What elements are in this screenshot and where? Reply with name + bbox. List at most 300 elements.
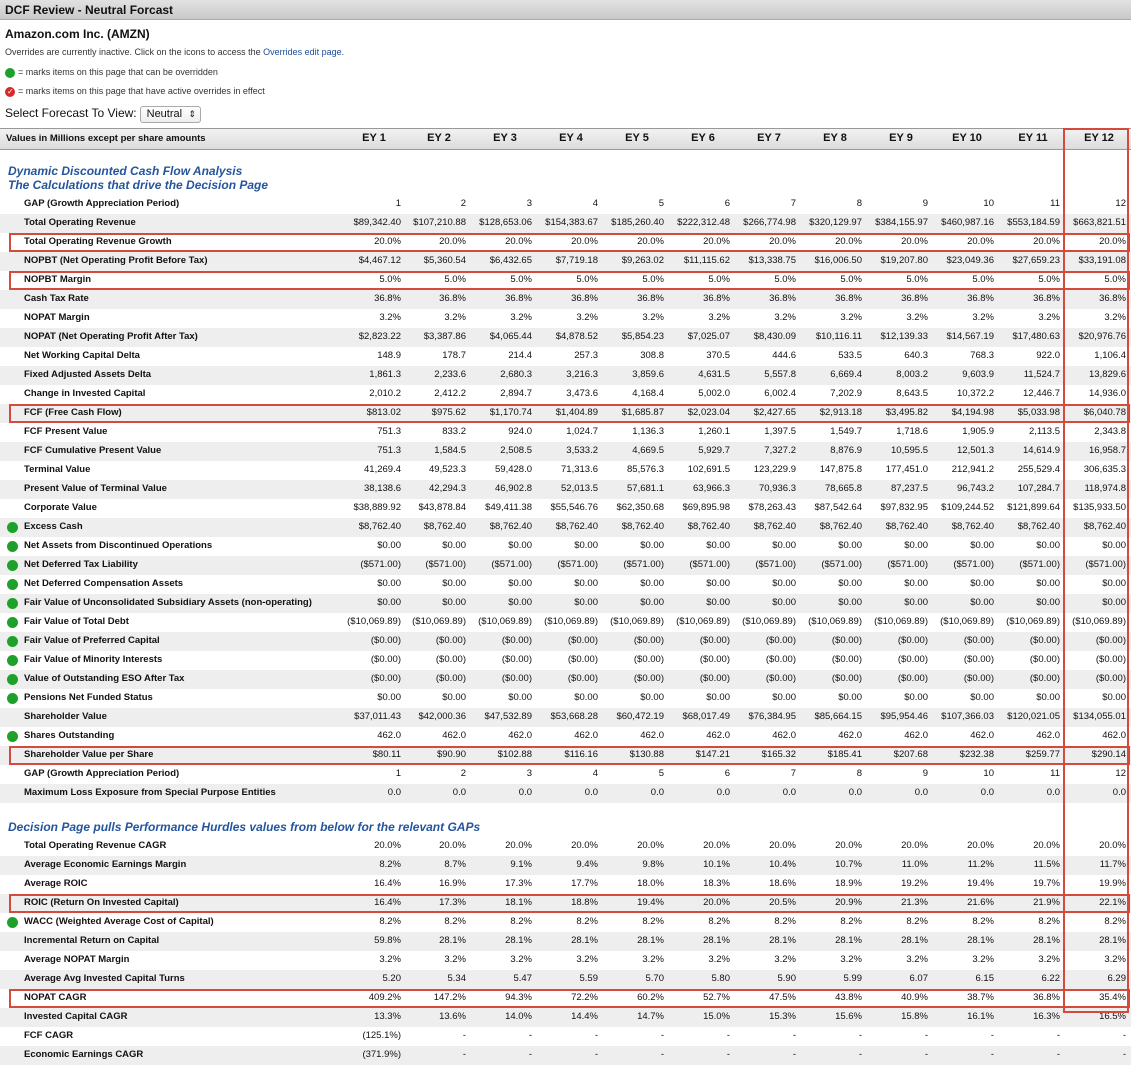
cell-ey5: - [660, 1030, 664, 1041]
cell-ey5: 5 [658, 198, 664, 209]
row-label: Total Operating Revenue CAGR [24, 840, 167, 851]
table-row [0, 708, 1131, 727]
override-green-icon[interactable] [7, 522, 18, 533]
cell-ey8: 8 [856, 198, 862, 209]
cell-ey3: 18.1% [505, 897, 532, 908]
cell-ey12: 12 [1115, 768, 1126, 779]
cell-ey8: 36.8% [835, 293, 862, 304]
cell-ey4: 28.1% [571, 935, 598, 946]
cell-ey7: - [792, 1030, 796, 1041]
cell-ey3: ($10,069.89) [478, 616, 532, 627]
cell-ey2: 20.0% [439, 236, 466, 247]
cell-ey8: 3.2% [840, 312, 862, 323]
cell-ey11: ($0.00) [1029, 654, 1060, 665]
cell-ey1: $8,762.40 [358, 521, 401, 532]
cell-ey1: 13.3% [374, 1011, 401, 1022]
cell-ey7: ($10,069.89) [742, 616, 796, 627]
cell-ey10: 16.1% [967, 1011, 994, 1022]
cell-ey7: 3.2% [774, 954, 796, 965]
cell-ey12: - [1122, 1049, 1126, 1060]
override-green-icon[interactable] [7, 560, 18, 571]
cell-ey4: $53,668.28 [550, 711, 598, 722]
cell-ey4: $7,719.18 [555, 255, 598, 266]
cell-ey10: $460,987.16 [941, 217, 994, 228]
table-row [0, 385, 1131, 404]
column-header-ey11: EY 11 [1018, 132, 1048, 144]
cell-ey12: 0.0 [1112, 787, 1126, 798]
cell-ey3: 14.0% [505, 1011, 532, 1022]
cell-ey10: ($0.00) [963, 654, 994, 665]
cell-ey6: $147.21 [695, 749, 730, 760]
cell-ey1: 0.0 [387, 787, 401, 798]
cell-ey1: $80.11 [372, 749, 401, 760]
cell-ey3: 2,680.3 [500, 369, 532, 380]
cell-ey4: 3,216.3 [566, 369, 598, 380]
cell-ey1: $37,011.43 [354, 711, 401, 722]
cell-ey12: 5.0% [1104, 274, 1126, 285]
cell-ey2: 833.2 [442, 426, 466, 437]
cell-ey4: $0.00 [574, 540, 598, 551]
overrides-note: Overrides are currently inactive. Click on the icons to access the Overrides edit page. [5, 47, 345, 57]
cell-ey1: ($0.00) [370, 673, 401, 684]
cell-ey8: 8.2% [840, 916, 862, 927]
cell-ey7: $165.32 [761, 749, 796, 760]
cell-ey6: $11,115.62 [683, 255, 730, 266]
cell-ey5: $62,350.68 [616, 502, 664, 513]
column-header-ey4: EY 4 [559, 132, 583, 144]
cell-ey10: - [990, 1049, 994, 1060]
cell-ey8: 20.0% [835, 840, 862, 851]
cell-ey6: $7,025.07 [687, 331, 730, 342]
table-row [0, 765, 1131, 784]
cell-ey9: $207.68 [893, 749, 928, 760]
cell-ey12: ($0.00) [1095, 635, 1126, 646]
table-row [0, 1027, 1131, 1046]
cell-ey5: $9,263.02 [621, 255, 664, 266]
cell-ey9: $97,832.95 [880, 502, 928, 513]
cell-ey1: ($0.00) [370, 635, 401, 646]
cell-ey6: $0.00 [706, 540, 730, 551]
cell-ey12: $6,040.78 [1083, 407, 1126, 418]
cell-ey10: 1,905.9 [962, 426, 994, 437]
cell-ey4: $1,404.89 [555, 407, 598, 418]
cell-ey1: 409.2% [368, 992, 401, 1003]
cell-ey3: 462.0 [508, 730, 532, 741]
cell-ey5: 1,136.3 [632, 426, 664, 437]
row-label: Fair Value of Total Debt [24, 616, 129, 627]
cell-ey5: - [660, 1049, 664, 1060]
cell-ey6: $69,895.98 [682, 502, 730, 513]
cell-ey6: 5.80 [711, 973, 730, 984]
cell-ey12: ($0.00) [1095, 654, 1126, 665]
cell-ey6: ($0.00) [699, 673, 730, 684]
table-row [0, 651, 1131, 670]
cell-ey10: 20.0% [967, 236, 994, 247]
cell-ey7: 123,229.9 [753, 464, 796, 475]
cell-ey1: $0.00 [377, 540, 401, 551]
table-row [0, 894, 1131, 913]
cell-ey9: 36.8% [901, 293, 928, 304]
cell-ey3: $49,411.38 [485, 502, 532, 513]
cell-ey6: 10.1% [703, 859, 730, 870]
cell-ey2: 16.9% [439, 878, 466, 889]
cell-ey9: 6.07 [909, 973, 928, 984]
row-label: FCF CAGR [24, 1030, 74, 1041]
cell-ey12: 36.8% [1099, 293, 1126, 304]
cell-ey6: 1,260.1 [698, 426, 730, 437]
cell-ey5: ($0.00) [633, 654, 664, 665]
cell-ey2: $8,762.40 [423, 521, 466, 532]
cell-ey5: 5.0% [642, 274, 664, 285]
override-green-icon[interactable] [7, 731, 18, 742]
cell-ey8: - [858, 1030, 862, 1041]
cell-ey11: $0.00 [1036, 692, 1060, 703]
cell-ey8: $87,542.64 [814, 502, 862, 513]
cell-ey6: 6 [724, 768, 730, 779]
cell-ey12: $663,821.51 [1073, 217, 1126, 228]
cell-ey5: 4,168.4 [632, 388, 664, 399]
cell-ey1: 462.0 [377, 730, 401, 741]
cell-ey4: 36.8% [571, 293, 598, 304]
cell-ey6: 3.2% [708, 312, 730, 323]
table-row [0, 875, 1131, 894]
override-green-icon[interactable] [7, 655, 18, 666]
cell-ey3: 20.0% [505, 840, 532, 851]
cell-ey8: 533.5 [838, 350, 862, 361]
cell-ey2: 3.2% [444, 312, 466, 323]
cell-ey5: ($0.00) [633, 635, 664, 646]
cell-ey4: $116.16 [564, 749, 598, 760]
cell-ey4: ($10,069.89) [544, 616, 598, 627]
cell-ey7: ($0.00) [765, 654, 796, 665]
cell-ey7: 70,936.3 [759, 483, 796, 494]
cell-ey9: 15.8% [901, 1011, 928, 1022]
table-row [0, 989, 1131, 1008]
cell-ey11: 5.0% [1038, 274, 1060, 285]
override-green-icon[interactable] [7, 693, 18, 704]
cell-ey4: $8,762.40 [555, 521, 598, 532]
cell-ey12: 19.9% [1099, 878, 1126, 889]
table-row [0, 195, 1131, 214]
row-label: Economic Earnings CAGR [24, 1049, 144, 1060]
row-label: Average Avg Invested Capital Turns [24, 973, 185, 984]
cell-ey2: 17.3% [439, 897, 466, 908]
cell-ey7: 3.2% [774, 312, 796, 323]
table-row [0, 214, 1131, 233]
table-row [0, 290, 1131, 309]
cell-ey12: $290.14 [1091, 749, 1126, 760]
column-header-ey1: EY 1 [362, 132, 386, 144]
table-row [0, 404, 1131, 423]
cell-ey10: $0.00 [970, 692, 994, 703]
override-green-icon[interactable] [7, 579, 18, 590]
cell-ey8: 20.0% [835, 236, 862, 247]
cell-ey5: 4,669.5 [632, 445, 664, 456]
cell-ey9: ($0.00) [897, 635, 928, 646]
cell-ey5: 14.7% [637, 1011, 664, 1022]
cell-ey9: $19,207.80 [880, 255, 928, 266]
row-label: Present Value of Terminal Value [24, 483, 167, 494]
cell-ey8: $85,664.15 [814, 711, 862, 722]
cell-ey12: 20.0% [1099, 236, 1126, 247]
cell-ey11: 6.22 [1041, 973, 1060, 984]
cell-ey6: - [726, 1049, 730, 1060]
cell-ey3: 0.0 [518, 787, 532, 798]
cell-ey1: (125.1%) [362, 1030, 401, 1041]
cell-ey9: 28.1% [901, 935, 928, 946]
cell-ey5: 85,576.3 [627, 464, 664, 475]
cell-ey5: $0.00 [640, 597, 664, 608]
table-row [0, 252, 1131, 271]
table-row [0, 518, 1131, 537]
cell-ey11: 11 [1050, 768, 1060, 779]
cell-ey10: 36.8% [967, 293, 994, 304]
cell-ey9: 9 [922, 768, 928, 779]
cell-ey9: $3,495.82 [885, 407, 928, 418]
cell-ey10: 38.7% [967, 992, 994, 1003]
cell-ey6: 5,002.0 [698, 388, 730, 399]
cell-ey9: 462.0 [904, 730, 928, 741]
cell-ey10: 5.0% [972, 274, 994, 285]
cell-ey2: 2,412.2 [434, 388, 466, 399]
cell-ey12: 22.1% [1099, 897, 1126, 908]
cell-ey11: $17,480.63 [1012, 331, 1060, 342]
table-row [0, 970, 1131, 989]
cell-ey11: ($0.00) [1029, 673, 1060, 684]
cell-ey7: - [792, 1049, 796, 1060]
cell-ey5: $8,762.40 [621, 521, 664, 532]
cell-ey5: 9.8% [642, 859, 664, 870]
cell-ey3: 28.1% [505, 935, 532, 946]
cell-ey6: 5.0% [708, 274, 730, 285]
cell-ey7: $0.00 [772, 578, 796, 589]
cell-ey1: ($10,069.89) [347, 616, 401, 627]
override-green-icon[interactable] [7, 598, 18, 609]
cell-ey4: 0.0 [584, 787, 598, 798]
row-label: Fixed Adjusted Assets Delta [24, 369, 152, 380]
cell-ey12: $33,191.08 [1078, 255, 1126, 266]
cell-ey4: 18.8% [571, 897, 598, 908]
row-label: NOPAT CAGR [24, 992, 87, 1003]
cell-ey8: 28.1% [835, 935, 862, 946]
cell-ey2: 2 [460, 198, 466, 209]
cell-ey11: 11,524.7 [1023, 369, 1060, 380]
cell-ey10: 212,941.2 [951, 464, 994, 475]
cell-ey1: (371.9%) [362, 1049, 401, 1060]
cell-ey6: 370.5 [706, 350, 730, 361]
cell-ey2: $0.00 [442, 692, 466, 703]
cell-ey8: 78,665.8 [825, 483, 862, 494]
cell-ey6: $8,762.40 [687, 521, 730, 532]
cell-ey3: 2,894.7 [500, 388, 532, 399]
cell-ey2: 20.0% [439, 840, 466, 851]
column-header-ey7: EY 7 [757, 132, 781, 144]
cell-ey1: 38,138.6 [364, 483, 401, 494]
cell-ey8: ($0.00) [831, 654, 862, 665]
cell-ey10: 96,743.2 [957, 483, 994, 494]
cell-ey3: 3 [526, 198, 532, 209]
cell-ey9: $8,762.40 [885, 521, 928, 532]
cell-ey3: 924.0 [508, 426, 532, 437]
cell-ey9: 9 [922, 198, 928, 209]
cell-ey3: - [528, 1030, 532, 1041]
cell-ey9: 87,237.5 [891, 483, 928, 494]
cell-ey1: $89,342.40 [353, 217, 401, 228]
cell-ey8: 18.9% [835, 878, 862, 889]
cell-ey11: $553,184.59 [1007, 217, 1060, 228]
section-title-dcf: Dynamic Discounted Cash Flow Analysis [8, 164, 243, 178]
cell-ey10: 10 [983, 198, 994, 209]
cell-ey2: 13.6% [439, 1011, 466, 1022]
cell-ey11: ($0.00) [1029, 635, 1060, 646]
cell-ey2: 0.0 [452, 787, 466, 798]
cell-ey8: 462.0 [838, 730, 862, 741]
cell-ey9: 0.0 [914, 787, 928, 798]
override-green-icon[interactable] [7, 674, 18, 685]
cell-ey4: 257.3 [574, 350, 598, 361]
row-label: Average Economic Earnings Margin [24, 859, 187, 870]
row-label: Corporate Value [24, 502, 97, 513]
cell-ey10: 3.2% [972, 312, 994, 323]
cell-ey11: 28.1% [1033, 935, 1060, 946]
cell-ey6: $68,017.49 [682, 711, 730, 722]
cell-ey9: 11.0% [901, 859, 928, 870]
section-subtitle-dcf: The Calculations that drive the Decision Page [8, 178, 269, 192]
cell-ey11: 11.5% [1033, 859, 1060, 870]
override-green-icon[interactable] [7, 917, 18, 928]
cell-ey5: $60,472.19 [616, 711, 664, 722]
cell-ey11: 20.0% [1033, 840, 1060, 851]
cell-ey7: $76,384.95 [748, 711, 796, 722]
cell-ey3: $0.00 [508, 692, 532, 703]
row-label: NOPAT (Net Operating Profit After Tax) [24, 331, 198, 342]
cell-ey2: 5.0% [444, 274, 466, 285]
cell-ey4: 5.59 [579, 973, 598, 984]
cell-ey7: $0.00 [772, 540, 796, 551]
override-green-icon[interactable] [7, 617, 18, 628]
cell-ey3: 5.0% [510, 274, 532, 285]
row-label: Excess Cash [24, 521, 83, 532]
cell-ey4: 1,024.7 [566, 426, 598, 437]
row-label: Fair Value of Preferred Capital [24, 635, 160, 646]
cell-ey9: 1,718.6 [896, 426, 928, 437]
green-dot-icon [5, 68, 15, 78]
cell-ey8: 10.7% [835, 859, 862, 870]
cell-ey12: 118,974.8 [1084, 483, 1126, 494]
cell-ey1: $0.00 [377, 597, 401, 608]
cell-ey2: $5,360.54 [423, 255, 466, 266]
column-header-ey9: EY 9 [889, 132, 913, 144]
cell-ey1: 59.8% [374, 935, 401, 946]
cell-ey5: $5,854.23 [621, 331, 664, 342]
forecast-select[interactable]: Neutral ⇕ [140, 106, 201, 123]
cell-ey12: ($0.00) [1095, 673, 1126, 684]
cell-ey4: ($571.00) [557, 559, 598, 570]
cell-ey1: $813.02 [366, 407, 401, 418]
overrides-edit-link[interactable]: Overrides edit page [263, 47, 342, 57]
override-green-icon[interactable] [7, 541, 18, 552]
cell-ey2: $975.62 [431, 407, 466, 418]
cell-ey9: $0.00 [904, 597, 928, 608]
cell-ey12: $134,055.01 [1073, 711, 1126, 722]
row-label: Shareholder Value per Share [24, 749, 154, 760]
cell-ey8: $0.00 [838, 597, 862, 608]
cell-ey4: 3.2% [576, 312, 598, 323]
red-check-icon [5, 87, 15, 97]
cell-ey5: $0.00 [640, 692, 664, 703]
row-label: Incremental Return on Capital [24, 935, 160, 946]
cell-ey3: 59,428.0 [495, 464, 532, 475]
cell-ey10: $8,762.40 [951, 521, 994, 532]
cell-ey9: $0.00 [904, 540, 928, 551]
cell-ey11: $0.00 [1036, 540, 1060, 551]
cell-ey3: 214.4 [508, 350, 532, 361]
cell-ey5: 36.8% [637, 293, 664, 304]
cell-ey6: $222,312.48 [677, 217, 730, 228]
row-label: Cash Tax Rate [24, 293, 89, 304]
cell-ey10: 3.2% [972, 954, 994, 965]
cell-ey9: $0.00 [904, 692, 928, 703]
table-row [0, 537, 1131, 556]
cell-ey7: $13,338.75 [748, 255, 796, 266]
column-header-ey5: EY 5 [625, 132, 649, 144]
column-header-ey12: EY 12 [1084, 132, 1114, 144]
table-row [0, 670, 1131, 689]
cell-ey8: ($0.00) [831, 635, 862, 646]
cell-ey7: 6,002.4 [764, 388, 796, 399]
cell-ey3: 3.2% [510, 312, 532, 323]
cell-ey8: - [858, 1049, 862, 1060]
cell-ey7: 444.6 [772, 350, 796, 361]
cell-ey3: 36.8% [505, 293, 532, 304]
cell-ey1: $0.00 [377, 692, 401, 703]
cell-ey6: $2,023.04 [687, 407, 730, 418]
cell-ey4: 4 [592, 768, 598, 779]
cell-ey8: $16,006.50 [814, 255, 862, 266]
cell-ey1: $38,889.92 [353, 502, 401, 513]
cell-ey8: 8 [856, 768, 862, 779]
cell-ey8: 1,549.7 [830, 426, 862, 437]
cell-ey3: ($0.00) [501, 654, 532, 665]
cell-ey7: ($571.00) [755, 559, 796, 570]
cell-ey9: 8,003.2 [896, 369, 928, 380]
row-label: Average ROIC [24, 878, 88, 889]
cell-ey6: 20.0% [703, 236, 730, 247]
cell-ey4: 9.4% [576, 859, 598, 870]
cell-ey9: ($0.00) [897, 654, 928, 665]
cell-ey12: 6.29 [1107, 973, 1126, 984]
cell-ey5: 20.0% [637, 840, 664, 851]
cell-ey11: 11 [1050, 198, 1060, 209]
cell-ey3: - [528, 1049, 532, 1060]
cell-ey5: $0.00 [640, 578, 664, 589]
cell-ey4: 3,473.6 [566, 388, 598, 399]
cell-ey4: 72.2% [571, 992, 598, 1003]
cell-ey8: 5.0% [840, 274, 862, 285]
cell-ey5: 60.2% [637, 992, 664, 1003]
cell-ey1: 16.4% [374, 897, 401, 908]
cell-ey2: $0.00 [442, 540, 466, 551]
cell-ey4: $55,546.76 [550, 502, 598, 513]
override-green-icon[interactable] [7, 636, 18, 647]
cell-ey9: 21.3% [901, 897, 928, 908]
cell-ey12: $8,762.40 [1083, 521, 1126, 532]
cell-ey12: 11.7% [1099, 859, 1126, 870]
cell-ey7: 28.1% [769, 935, 796, 946]
row-label: Total Operating Revenue [24, 217, 136, 228]
cell-ey3: ($0.00) [501, 635, 532, 646]
column-header-ey10: EY 10 [952, 132, 982, 144]
